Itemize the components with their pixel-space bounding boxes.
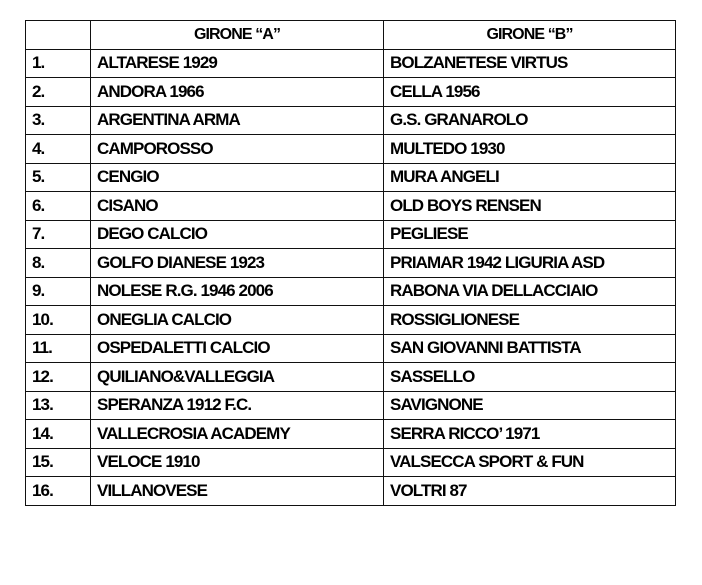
row-number-cell: 11. (26, 334, 91, 363)
row-number-cell: 13. (26, 391, 91, 420)
group-a-team-cell: VILLANOVESE (91, 477, 384, 506)
table-row (26, 391, 676, 420)
group-a-team-cell: OSPEDALETTI CALCIO (91, 334, 384, 363)
table-body (26, 49, 676, 505)
row-number-cell: 15. (26, 448, 91, 477)
group-a-team-cell: VALLECROSIA ACADEMY (91, 420, 384, 449)
row-number-cell: 2. (26, 78, 91, 107)
group-b-team-cell: RABONA VIA DELLACCIAIO (384, 277, 676, 306)
row-number-cell: 16. (26, 477, 91, 506)
group-b-team-cell: MURA ANGELI (384, 163, 676, 192)
header-group-a: GIRONE “A” (91, 21, 384, 50)
table-row (26, 106, 676, 135)
groups-table (25, 20, 676, 506)
group-a-team-cell: ONEGLIA CALCIO (91, 306, 384, 335)
table-row (26, 49, 676, 78)
table-row (26, 163, 676, 192)
table-header (26, 21, 676, 50)
header-group-b: GIRONE “B” (384, 21, 676, 50)
row-number-cell: 3. (26, 106, 91, 135)
group-b-team-cell: MULTEDO 1930 (384, 135, 676, 164)
row-number-cell: 14. (26, 420, 91, 449)
group-a-team-cell: GOLFO DIANESE 1923 (91, 249, 384, 278)
table-row (26, 220, 676, 249)
table-row (26, 135, 676, 164)
table-row (26, 306, 676, 335)
table-row (26, 277, 676, 306)
table-row (26, 448, 676, 477)
row-number-cell: 10. (26, 306, 91, 335)
group-b-team-cell: SASSELLO (384, 363, 676, 392)
group-b-team-cell: ROSSIGLIONESE (384, 306, 676, 335)
table-row (26, 477, 676, 506)
header-number-cell (26, 21, 91, 50)
row-number-cell: 5. (26, 163, 91, 192)
group-b-team-cell: BOLZANETESE VIRTUS (384, 49, 676, 78)
header-row (26, 21, 676, 50)
group-b-team-cell: CELLA 1956 (384, 78, 676, 107)
group-a-team-cell: SPERANZA 1912 F.C. (91, 391, 384, 420)
group-b-team-cell: OLD BOYS RENSEN (384, 192, 676, 221)
group-a-team-cell: QUILIANO&VALLEGGIA (91, 363, 384, 392)
group-b-team-cell: SAN GIOVANNI BATTISTA (384, 334, 676, 363)
group-b-team-cell: SAVIGNONE (384, 391, 676, 420)
row-number-cell: 9. (26, 277, 91, 306)
table-row (26, 192, 676, 221)
table-row (26, 78, 676, 107)
row-number-cell: 6. (26, 192, 91, 221)
group-a-team-cell: DEGO CALCIO (91, 220, 384, 249)
row-number-cell: 8. (26, 249, 91, 278)
group-a-team-cell: CENGIO (91, 163, 384, 192)
group-b-team-cell: SERRA RICCO’ 1971 (384, 420, 676, 449)
row-number-cell: 12. (26, 363, 91, 392)
group-a-team-cell: CAMPOROSSO (91, 135, 384, 164)
group-b-team-cell: PEGLIESE (384, 220, 676, 249)
row-number-cell: 4. (26, 135, 91, 164)
group-a-team-cell: ARGENTINA ARMA (91, 106, 384, 135)
table-row (26, 249, 676, 278)
group-a-team-cell: VELOCE 1910 (91, 448, 384, 477)
group-a-team-cell: ANDORA 1966 (91, 78, 384, 107)
group-b-team-cell: G.S. GRANAROLO (384, 106, 676, 135)
group-a-team-cell: CISANO (91, 192, 384, 221)
table-row (26, 420, 676, 449)
group-b-team-cell: VALSECCA SPORT & FUN (384, 448, 676, 477)
row-number-cell: 7. (26, 220, 91, 249)
table-row (26, 363, 676, 392)
group-b-team-cell: PRIAMAR 1942 LIGURIA ASD (384, 249, 676, 278)
group-b-team-cell: VOLTRI 87 (384, 477, 676, 506)
table-row (26, 334, 676, 363)
group-a-team-cell: ALTARESE 1929 (91, 49, 384, 78)
group-a-team-cell: NOLESE R.G. 1946 2006 (91, 277, 384, 306)
row-number-cell: 1. (26, 49, 91, 78)
